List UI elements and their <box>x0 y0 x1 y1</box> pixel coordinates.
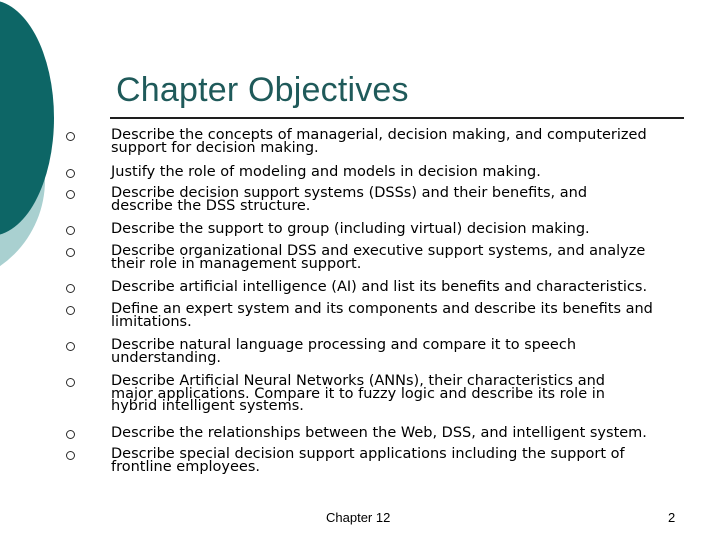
bullet-icon <box>66 430 75 439</box>
objective-item-7: Define an expert system and its components and describe its benefits and limitations. <box>111 301 653 330</box>
slide-title: Chapter Objectives <box>116 71 409 109</box>
bullet-icon <box>66 342 75 351</box>
objective-item-6: Describe artificial intelligence (AI) and list its benefits and characteristics. <box>111 279 648 295</box>
objective-item-11: Describe special decision support applications including the support of frontline employees. <box>111 446 625 475</box>
bullet-icon <box>66 190 75 199</box>
objective-item-9: Describe Artificial Neural Networks (ANNs), their characteristics and major applications. Compare it to fuzzy logic and describe its role in hybrid intelligent systems. <box>111 373 605 415</box>
objective-item-4: Describe the support to group (including virtual) decision making. <box>111 221 590 237</box>
objective-item-10: Describe the relationships between the Web, DSS, and intelligent system. <box>111 425 647 441</box>
objective-item-5: Describe organizational DSS and executive support systems, and analyze their role in management support. <box>111 243 646 272</box>
page-number: 2 <box>668 510 676 525</box>
bullet-icon <box>66 169 75 178</box>
objective-item-8: Describe natural language processing and compare it to speech understanding. <box>111 337 577 366</box>
footer-chapter: Chapter 12 <box>326 510 391 525</box>
objective-item-1: Describe the concepts of managerial, decision making, and computerized support for decision making. <box>111 127 647 156</box>
bullet-icon <box>66 132 75 141</box>
objective-item-2: Justify the role of modeling and models in decision making. <box>111 164 541 180</box>
bullet-icon <box>66 248 75 257</box>
bullet-icon <box>66 306 75 315</box>
bullet-icon <box>66 226 75 235</box>
bullet-icon <box>66 451 75 460</box>
bullet-icon <box>66 378 75 387</box>
bullet-icon <box>66 284 75 293</box>
objective-item-3: Describe decision support systems (DSSs) and their benefits, and describe the DSS structure. <box>111 185 588 214</box>
